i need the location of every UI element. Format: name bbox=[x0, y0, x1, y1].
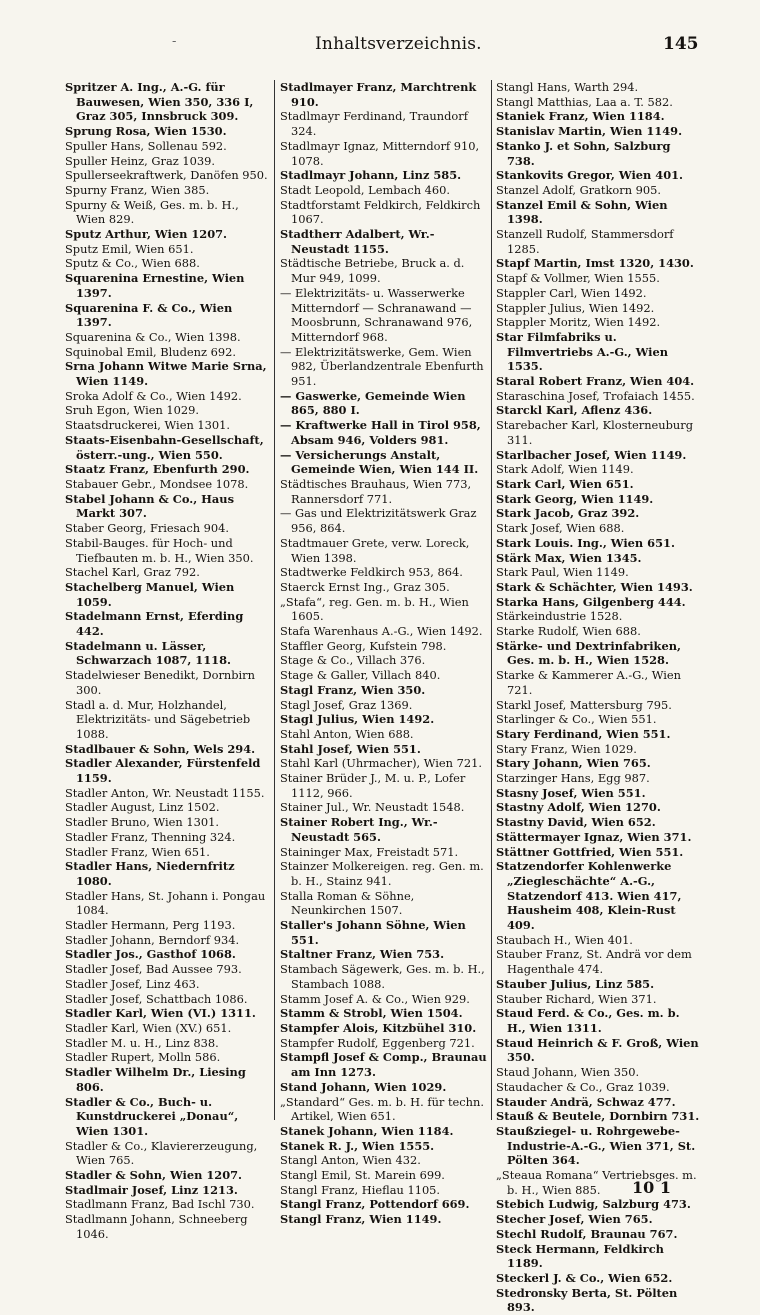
index-entry: Stechl Rudolf, Braunau 767. bbox=[496, 1226, 678, 1241]
page-number: 145 bbox=[663, 34, 699, 54]
index-entry: Stanek R. J., Wien 1555. bbox=[280, 1138, 435, 1153]
index-entry: Stagl Josef, Graz 1369. bbox=[280, 697, 413, 712]
index-entry: Stadler Alexander, Fürstenfeld 1159. bbox=[65, 756, 261, 786]
index-entry: Stankovits Gregor, Wien 401. bbox=[496, 168, 684, 183]
index-entry: Stanek Johann, Wien 1184. bbox=[280, 1123, 454, 1138]
index-entry: Stadler Johann, Berndorf 934. bbox=[65, 932, 240, 947]
index-entry: Staubach H., Wien 401. bbox=[496, 932, 633, 947]
index-entry: Staral Robert Franz, Wien 404. bbox=[496, 374, 695, 389]
index-entry: Starebacher Karl, Klosterneuburg 311. bbox=[496, 418, 693, 447]
index-entry: Stadler Josef, Linz 463. bbox=[65, 976, 200, 991]
index-entry: Stadler Bruno, Wien 1301. bbox=[65, 815, 219, 830]
index-entry: Staininger Max, Freistadt 571. bbox=[280, 844, 459, 859]
index-entry: Spuller Hans, Sollenau 592. bbox=[65, 138, 227, 153]
index-entry: Stamm & Strobl, Wien 1504. bbox=[280, 1006, 463, 1021]
index-entry: Stauber Richard, Wien 371. bbox=[496, 991, 657, 1006]
index-entry: Stadtmauer Grete, verw. Loreck, Wien 1398. bbox=[280, 535, 470, 565]
index-entry: Stand Johann, Wien 1029. bbox=[280, 1079, 447, 1094]
index-entry: Stahl Josef, Wien 551. bbox=[280, 741, 421, 756]
index-entry: Stadelmann Ernst, Eferding 442. bbox=[65, 609, 244, 639]
index-entry: Stamm Josef A. & Co., Wien 929. bbox=[280, 991, 470, 1006]
index-entry: Stadler Wilhelm Dr., Liesing 806. bbox=[65, 1065, 246, 1094]
index-entry: Stadlmayer Franz, Marchtrenk 910. bbox=[280, 80, 477, 109]
index-entry: Stadler Hermann, Perg 1193. bbox=[65, 918, 236, 933]
page-title: Inhaltsverzeichnis. bbox=[315, 34, 482, 54]
index-entry: Spuller Heinz, Graz 1039. bbox=[65, 153, 215, 168]
index-entry: Stainer Jul., Wr. Neustadt 1548. bbox=[280, 800, 465, 815]
header-dash: - bbox=[172, 34, 177, 49]
index-entry: Stadler & Sohn, Wien 1207. bbox=[65, 1168, 243, 1183]
index-entry: Staffler Georg, Kufstein 798. bbox=[280, 638, 447, 653]
index-entry: Star Filmfabriks u. Filmvertriebs A.-G., Wien 1535. bbox=[496, 329, 669, 374]
index-entry: Staatsdruckerei, Wien 1301. bbox=[65, 418, 231, 433]
index-entry: Stadler Hans, St. Johann i. Pongau 1084. bbox=[65, 888, 266, 918]
index-entry: Stauber Julius, Linz 585. bbox=[496, 976, 655, 991]
index-entry: Staußziegel- u. Rohrgewebe-Industrie-A.-G., Wien 371, St. Pölten 364. bbox=[496, 1123, 696, 1168]
index-entry: „Steaua Romana“ Vertriebsges. m. b. H., Wien 885. bbox=[496, 1168, 697, 1197]
index-entry: Stahl Anton, Wien 688. bbox=[280, 726, 414, 741]
index-entry: Stangl Hans, Warth 294. bbox=[496, 80, 639, 94]
index-entry: Srna Johann Witwe Marie Srna, Wien 1149. bbox=[65, 359, 267, 389]
index-entry: Starkl Josef, Mattersburg 795. bbox=[496, 697, 672, 712]
index-entry: Stainzer Molkereigen. reg. Gen. m. b. H., Stainz 941. bbox=[280, 859, 484, 888]
index-entry: Stadler Franz, Wien 651. bbox=[65, 844, 210, 859]
index-entry: Stadelmann u. Lässer, Schwarzach 1087, 1118. bbox=[65, 638, 231, 668]
index-entry: — Versicherungs Anstalt, Gemeinde Wien, Wien 144 II. bbox=[280, 447, 479, 477]
index-entry: Stadelwieser Benedikt, Dornbirn 300. bbox=[65, 668, 255, 697]
index-entry: Squarenina & Co., Wien 1398. bbox=[65, 329, 241, 344]
index-entry: Sprung Rosa, Wien 1530. bbox=[65, 124, 227, 139]
index-entry: Stampfer Alois, Kitzbühel 310. bbox=[280, 1021, 477, 1035]
index-entry: Stark & Schächter, Wien 1493. bbox=[496, 579, 693, 594]
index-entry: Stastny David, Wien 652. bbox=[496, 815, 656, 830]
index-entry: „Standard“ Ges. m. b. H. für techn. Artikel, Wien 651. bbox=[280, 1094, 484, 1124]
index-entry: Stadler Josef, Bad Aussee 793. bbox=[65, 962, 242, 977]
index-entry: Stärk Max, Wien 1345. bbox=[496, 550, 642, 565]
index-entry: Starka Hans, Gilgenberg 444. bbox=[496, 594, 686, 609]
index-entry: Spurny & Weiß, Ges. m. b. H., Wien 829. bbox=[65, 197, 239, 227]
index-entry: Stangl Franz, Wien 1149. bbox=[280, 1212, 442, 1227]
index-entry: Stärke- und Dextrinfabriken, Ges. m. b. H., Wien 1528. bbox=[496, 638, 681, 668]
index-entry: Stecher Josef, Wien 765. bbox=[496, 1212, 653, 1227]
index-entry: Stainer Robert Ing., Wr.-Neustadt 565. bbox=[280, 815, 438, 844]
index-entry: Sputz Emil, Wien 651. bbox=[65, 241, 194, 256]
index-entry: Stadlmayr Johann, Linz 585. bbox=[280, 168, 462, 183]
index-entry: Starckl Karl, Aflenz 436. bbox=[496, 403, 653, 418]
index-entry: Sruh Egon, Wien 1029. bbox=[65, 403, 200, 418]
index-entry: Staltner Franz, Wien 753. bbox=[280, 947, 445, 962]
page-header bbox=[0, 34, 760, 58]
index-entry: Stark Josef, Wien 688. bbox=[496, 521, 625, 536]
index-entry: Starke & Kammerer A.-G., Wien 721. bbox=[496, 668, 682, 697]
index-entry: Stauder Andrä, Schwaz 477. bbox=[496, 1094, 676, 1109]
index-entry: Stadlmayr Ferdinand, Traundorf 324. bbox=[280, 109, 468, 139]
index-entry: Stark Jacob, Graz 392. bbox=[496, 506, 640, 521]
index-entry: Starke Rudolf, Wien 688. bbox=[496, 624, 641, 639]
index-entry: Stark Georg, Wien 1149. bbox=[496, 491, 654, 506]
index-entry: Stättermayer Ignaz, Wien 371. bbox=[496, 829, 692, 844]
column-divider bbox=[274, 80, 275, 1120]
index-entry: Stahl Karl (Uhrmacher), Wien 721. bbox=[280, 756, 482, 771]
index-entry: Stary Franz, Wien 1029. bbox=[496, 741, 637, 756]
index-entry: Stadlbauer & Sohn, Wels 294. bbox=[65, 741, 256, 756]
index-entry: Steck Hermann, Feldkirch 1189. bbox=[496, 1241, 664, 1271]
index-entry: Spurny Franz, Wien 385. bbox=[65, 182, 210, 197]
index-entry: Stangl Matthias, Laa a. T. 582. bbox=[496, 94, 673, 109]
index-entry: Stadtwerke Feldkirch 953, 864. bbox=[280, 565, 463, 580]
index-entry: Stage & Galler, Villach 840. bbox=[280, 668, 441, 683]
index-entry: Stanislav Martin, Wien 1149. bbox=[496, 124, 683, 139]
index-entry: Stadler & Co., Buch- u. Kunstdruckerei „Donau“, Wien 1301. bbox=[65, 1094, 239, 1138]
index-entry: Stadlmann Johann, Schneeberg 1046. bbox=[65, 1212, 248, 1241]
index-entry: Stafa Warenhaus A.-G., Wien 1492. bbox=[280, 624, 483, 639]
index-entry: Staniek Franz, Wien 1184. bbox=[496, 109, 665, 124]
index-entry: Städtisches Brauhaus, Wien 773, Rannersdorf 771. bbox=[280, 476, 472, 506]
index-entry: Stanko J. et Sohn, Salzburg 738. bbox=[496, 138, 671, 168]
index-entry: Stebich Ludwig, Salzburg 473. bbox=[496, 1197, 691, 1212]
index-entry: Stangl Emil, St. Marein 699. bbox=[280, 1168, 445, 1183]
index-entry: Staraschina Josef, Trofaiach 1455. bbox=[496, 388, 695, 403]
index-entry: Stagl Franz, Wien 350. bbox=[280, 682, 426, 697]
index-entry: Staudacher & Co., Graz 1039. bbox=[496, 1079, 670, 1094]
index-entry: Staud Johann, Wien 350. bbox=[496, 1065, 640, 1080]
index-entry: „Stafa“, reg. Gen. m. b. H., Wien 1605. bbox=[280, 594, 469, 624]
index-entry: Stanzel Adolf, Gratkorn 905. bbox=[496, 182, 662, 197]
index-entry: Starzinger Hans, Egg 987. bbox=[496, 771, 650, 786]
index-entry: Stark Carl, Wien 651. bbox=[496, 476, 634, 491]
index-entry: Stauß & Beutele, Dornbirn 731. bbox=[496, 1109, 700, 1124]
index-entry: Stadlmayr Ignaz, Mitterndorf 910, 1078. bbox=[280, 138, 480, 168]
index-entry: Sputz Arthur, Wien 1207. bbox=[65, 227, 228, 242]
index-entry: Staber Georg, Friesach 904. bbox=[65, 521, 230, 536]
index-entry: Squarenina F. & Co., Wien 1397. bbox=[65, 300, 233, 330]
column-divider bbox=[491, 80, 492, 1120]
index-entry: Stary Johann, Wien 765. bbox=[496, 756, 651, 771]
index-entry: Stanzel Emil & Sohn, Wien 1398. bbox=[496, 197, 668, 227]
index-entry: Staatz Franz, Ebenfurth 290. bbox=[65, 462, 250, 477]
index-entry: Stadler M. u. H., Linz 838. bbox=[65, 1035, 219, 1050]
index-column-2 bbox=[280, 80, 488, 1227]
index-entry: Stagl Julius, Wien 1492. bbox=[280, 712, 435, 727]
index-entry: Staud Heinrich & F. Groß, Wien 350. bbox=[496, 1035, 699, 1065]
index-entry: Stadler Franz, Thenning 324. bbox=[65, 829, 236, 844]
index-entry: Stastny Adolf, Wien 1270. bbox=[496, 800, 661, 815]
index-entry: Stadler Josef, Schattbach 1086. bbox=[65, 991, 248, 1006]
index-entry: Staerck Ernst Ing., Graz 305. bbox=[280, 579, 450, 594]
index-entry: Stangl Anton, Wien 432. bbox=[280, 1153, 421, 1168]
index-entry: Stadt Leopold, Lembach 460. bbox=[280, 182, 451, 197]
index-entry: Starlinger & Co., Wien 551. bbox=[496, 712, 657, 727]
index-entry: Stadler Karl, Wien (XV.) 651. bbox=[65, 1021, 232, 1035]
index-entry: Stalla Roman & Söhne, Neunkirchen 1507. bbox=[280, 888, 415, 918]
index-entry: — Elektrizitäts- u. Wasserwerke Mitterndorf — Schranawand — Moosbrunn, Schranawand 976, Mitterndorf 968. bbox=[280, 285, 473, 344]
index-entry: Stachel Karl, Graz 792. bbox=[65, 565, 200, 580]
index-entry: Steckerl J. & Co., Wien 652. bbox=[496, 1270, 673, 1285]
index-entry: Stapf & Vollmer, Wien 1555. bbox=[496, 271, 660, 286]
index-entry: Stabauer Gebr., Mondsee 1078. bbox=[65, 476, 249, 491]
index-entry: — Gas und Elektrizitätswerk Graz 956, 864. bbox=[280, 506, 477, 536]
index-entry: Stedronsky Berta, St. Pölten 893. bbox=[496, 1285, 678, 1315]
index-entry: Stangl Franz, Pottendorf 669. bbox=[280, 1197, 470, 1212]
index-entry: Stainer Brüder J., M. u. P., Lofer 1112, 966. bbox=[280, 771, 466, 800]
index-entry: Stachelberg Manuel, Wien 1059. bbox=[65, 579, 235, 609]
index-entry: Stapf Martin, Imst 1320, 1430. bbox=[496, 256, 694, 271]
index-entry: Stadlmair Josef, Linz 1213. bbox=[65, 1182, 238, 1197]
index-entry: Stark Louis. Ing., Wien 651. bbox=[496, 535, 675, 550]
index-entry: Squinobal Emil, Bludenz 692. bbox=[65, 344, 236, 359]
index-entry: Stampfl Josef & Comp., Braunau am Inn 1273. bbox=[280, 1050, 487, 1080]
index-entry: Stärkeindustrie 1528. bbox=[496, 609, 623, 624]
index-entry: Stappler Julius, Wien 1492. bbox=[496, 300, 655, 315]
index-entry: Stambach Sägewerk, Ges. m. b. H., Stambach 1088. bbox=[280, 962, 485, 991]
index-entry: Stabel Johann & Co., Haus Markt 307. bbox=[65, 491, 234, 521]
index-entry: Staller's Johann Söhne, Wien 551. bbox=[280, 918, 466, 947]
index-entry: Städtische Betriebe, Bruck a. d. Mur 949, 1099. bbox=[280, 256, 465, 286]
index-entry: Stappler Moritz, Wien 1492. bbox=[496, 315, 661, 330]
index-entry: Sputz & Co., Wien 688. bbox=[65, 256, 200, 271]
index-entry: Stappler Carl, Wien 1492. bbox=[496, 285, 647, 300]
index-entry: — Elektrizitätswerke, Gem. Wien 982, Überlandzentrale Ebenfurth 951. bbox=[280, 344, 484, 389]
index-entry: Stättner Gottfried, Wien 551. bbox=[496, 844, 684, 859]
index-entry: Staats-Eisenbahn-Gesellschaft, österr.-ung., Wien 550. bbox=[65, 432, 264, 462]
index-entry: Stangl Franz, Hieflau 1105. bbox=[280, 1182, 441, 1197]
index-entry: Stanzell Rudolf, Stammersdorf 1285. bbox=[496, 227, 674, 256]
index-entry: Stadl a. d. Mur, Holzhandel, Elektrizitäts- und Sägebetrieb 1088. bbox=[65, 697, 251, 741]
index-entry: Stadtherr Adalbert, Wr.-Neustadt 1155. bbox=[280, 227, 435, 256]
index-entry: Stadler Rupert, Molln 586. bbox=[65, 1050, 221, 1065]
index-entry: — Gaswerke, Gemeinde Wien 865, 880 I. bbox=[280, 388, 466, 418]
index-entry: Stadler Anton, Wr. Neustadt 1155. bbox=[65, 785, 265, 800]
index-entry: Stadlmann Franz, Bad Ischl 730. bbox=[65, 1197, 255, 1212]
index-entry: Squarenina Ernestine, Wien 1397. bbox=[65, 271, 245, 300]
signature-mark: 10 1 bbox=[632, 1178, 671, 1197]
index-entry: Spullerseekraftwerk, Danöfen 950. bbox=[65, 168, 268, 183]
index-column-3 bbox=[496, 80, 701, 1315]
index-entry: Stadler & Co., Klaviererzeugung, Wien 765. bbox=[65, 1138, 258, 1168]
index-entry: Stadler Jos., Gasthof 1068. bbox=[65, 947, 236, 962]
index-entry: Stabil-Bauges. für Hoch- und Tiefbauten m. b. H., Wien 350. bbox=[65, 535, 254, 565]
index-entry: Starlbacher Josef, Wien 1149. bbox=[496, 447, 687, 462]
index-entry: Sroka Adolf & Co., Wien 1492. bbox=[65, 388, 242, 403]
index-entry: Staud Ferd. & Co., Ges. m. b. H., Wien 1311. bbox=[496, 1006, 680, 1035]
index-entry: Stasny Josef, Wien 551. bbox=[496, 785, 646, 800]
index-entry: Stampfer Rudolf, Eggenberg 721. bbox=[280, 1035, 475, 1050]
index-entry: Stauber Franz, St. Andrä vor dem Hagenthale 474. bbox=[496, 947, 692, 977]
index-entry: Stadler August, Linz 1502. bbox=[65, 800, 220, 815]
index-column-1 bbox=[65, 80, 269, 1242]
index-entry: Stark Adolf, Wien 1149. bbox=[496, 462, 634, 477]
index-entry: Stage & Co., Villach 376. bbox=[280, 653, 426, 668]
index-entry: Stadler Karl, Wien (VI.) 1311. bbox=[65, 1006, 256, 1021]
index-entry: Spritzer A. Ing., A.-G. für Bauwesen, Wien 350, 336 I, Graz 305, Innsbruck 309. bbox=[65, 80, 254, 124]
index-entry: Stadler Hans, Niedernfritz 1080. bbox=[65, 859, 235, 888]
index-entry: Statzendorfer Kohlenwerke „Ziegleschächte“ A.-G., Statzendorf 413. Wien 417, Hausheim 408, Klein-Rust 409. bbox=[496, 859, 682, 933]
index-entry: Stadtforstamt Feldkirch, Feldkirch 1067. bbox=[280, 197, 481, 227]
index-entry: Stark Paul, Wien 1149. bbox=[496, 565, 629, 580]
index-entry: — Kraftwerke Hall in Tirol 958, Absam 946, Volders 981. bbox=[280, 418, 481, 447]
index-entry: Stary Ferdinand, Wien 551. bbox=[496, 726, 671, 741]
